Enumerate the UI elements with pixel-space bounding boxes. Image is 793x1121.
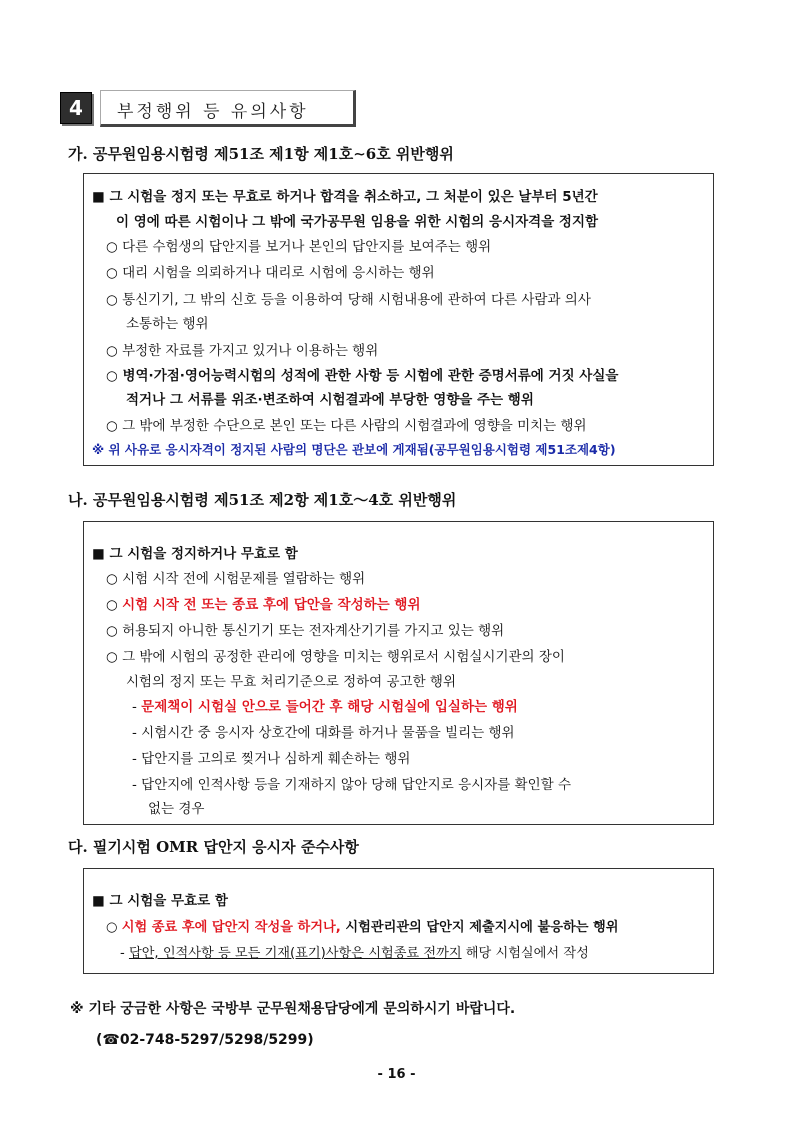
ga-item-6: ○ 그 밖에 부정한 수단으로 본인 또는 다른 사람의 시험결과에 영향을 미치는 행위 <box>106 418 587 434</box>
na-sub-4b: 없는 경우 <box>148 801 205 817</box>
contact-line-2: (☎02-748-5297/5298/5299) <box>96 1032 314 1048</box>
ga-item-4: ○ 부정한 자료를 가지고 있거나 이용하는 행위 <box>106 343 379 359</box>
na-sub-1-mark: - <box>132 699 142 715</box>
na-sub-1-text: 문제책이 시험실 안으로 들어간 후 해당 시험실에 입실하는 행위 <box>141 699 518 715</box>
ga-item-2: ○ 대리 시험을 의뢰하거나 대리로 시험에 응시하는 행위 <box>106 265 435 281</box>
da-sub-1-rest: 해당 시험실에서 작성 <box>461 946 589 961</box>
heading-da: 다. 필기시험 OMR 답안지 응시자 준수사항 <box>68 838 359 856</box>
da-main: ■ 그 시험을 무효로 함 <box>92 893 228 909</box>
da-sub-1-underlined: 답안, 인적사항 등 모든 기재(표기)사항은 시험종료 전까지 <box>128 946 462 961</box>
ga-item-3b: 소통하는 행위 <box>126 316 209 332</box>
na-item-2-mark: ○ <box>106 597 123 613</box>
section-title: 부정행위 등 유의사항 <box>117 102 309 122</box>
box-da <box>83 868 714 974</box>
box-na <box>83 521 714 825</box>
da-item-1 <box>106 916 619 935</box>
na-sub-1 <box>132 695 518 715</box>
section-header <box>60 88 358 128</box>
na-item-1: ○ 시험 시작 전에 시험문제를 열람하는 행위 <box>106 571 366 587</box>
na-item-4b: 시험의 정지 또는 무효 처리기준으로 정하여 공고한 행위 <box>126 674 456 690</box>
na-sub-4a: - 답안지에 인적사항 등을 기재하지 않아 당해 답안지로 응시자를 확인할 수 <box>132 777 572 793</box>
na-main: ■ 그 시험을 정지하거나 무효로 함 <box>92 546 298 562</box>
na-sub-2: - 시험시간 중 응시자 상호간에 대화를 하거나 물품을 빌리는 행위 <box>132 725 515 741</box>
na-item-4a: ○ 그 밖에 시험의 공정한 관리에 영향을 미치는 행위로서 시험실시기관의 장이 <box>106 649 565 665</box>
da-item-1-red: 시험 종료 후에 답안지 작성을 하거나, <box>121 920 341 935</box>
section-number: 4 <box>60 92 92 124</box>
da-sub-1-mark: - <box>120 946 129 961</box>
ga-item-5b: 적거나 그 서류를 위조·변조하여 시험결과에 부당한 영향을 주는 행위 <box>126 392 534 408</box>
contact-line-1: ※ 기타 궁금한 사항은 국방부 군무원채용담당에게 문의하시기 바랍니다. <box>70 1001 516 1017</box>
da-item-1-rest: 시험관리관의 답안지 제출지시에 불응하는 행위 <box>340 920 619 935</box>
da-sub-1 <box>120 942 589 961</box>
ga-item-3a: ○ 통신기기, 그 밖의 신호 등을 이용하여 당해 시험내용에 관하여 다른 사람과 의사 <box>106 292 591 308</box>
da-item-1-mark: ○ <box>106 920 122 935</box>
heading-ga: 가. 공무원임용시험령 제51조 제1항 제1호∼6호 위반행위 <box>68 145 454 163</box>
ga-main-line-2: 이 영에 따른 시험이나 그 밖에 국가공무원 임용을 위한 시험의 응시자격을 정지함 <box>116 214 599 230</box>
na-item-2 <box>106 593 421 613</box>
page-number: - 16 - <box>377 1067 416 1082</box>
ga-item-5a: ○ 병역·가점·영어능력시험의 성적에 관한 사항 등 시험에 관한 증명서류에 거짓 사실을 <box>106 368 619 384</box>
ga-note: ※ 위 사유로 응시자격이 정지된 사람의 명단은 관보에 게재됨(공무원임용시험령 제51조제4항) <box>92 442 616 457</box>
section-title-box <box>100 90 356 127</box>
na-sub-3: - 답안지를 고의로 찢거나 심하게 훼손하는 행위 <box>132 751 411 767</box>
na-item-3: ○ 허용되지 아니한 통신기기 또는 전자계산기기를 가지고 있는 행위 <box>106 623 505 639</box>
ga-item-1: ○ 다른 수험생의 답안지를 보거나 본인의 답안지를 보여주는 행위 <box>106 239 492 255</box>
na-item-2-text: 시험 시작 전 또는 종료 후에 답안을 작성하는 행위 <box>122 597 421 613</box>
ga-main-line-1: ■ 그 시험을 정지 또는 무효로 하거나 합격을 취소하고, 그 처분이 있은 날부터 5년간 <box>92 189 598 205</box>
box-ga <box>83 173 714 466</box>
heading-na: 나. 공무원임용시험령 제51조 제2항 제1호～4호 위반행위 <box>68 491 457 509</box>
